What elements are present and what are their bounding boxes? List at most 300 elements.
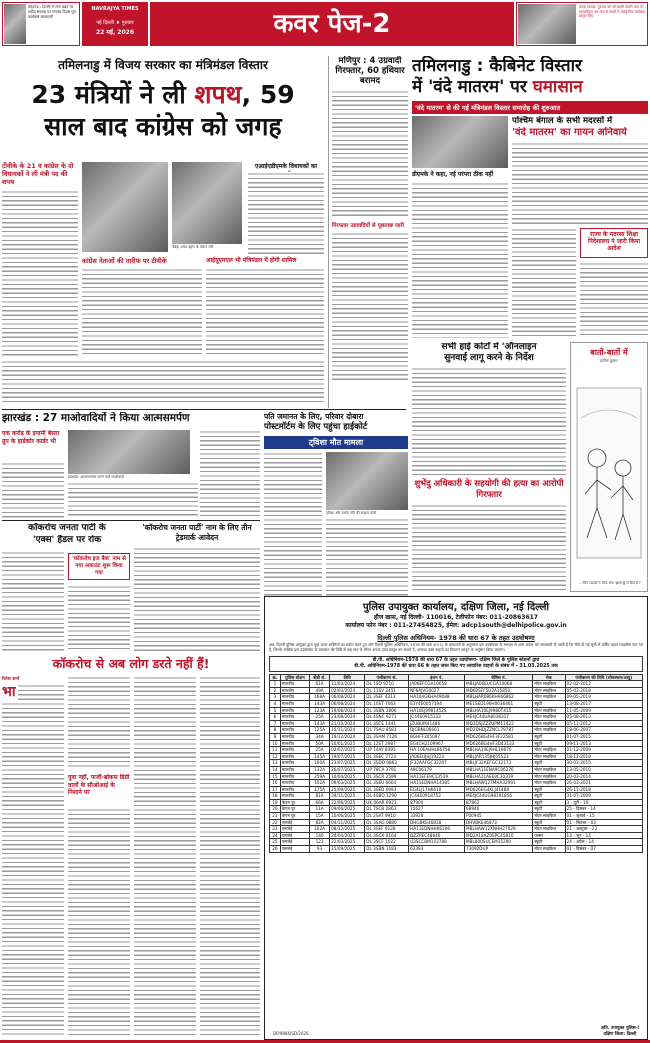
cartoon-title: बातों-बातों में (590, 348, 628, 357)
table-cell: एसजेई (280, 826, 309, 833)
table-cell: 160A (310, 760, 330, 767)
table-cell: DL 3SEC 7723 (365, 753, 409, 760)
table-cell: 11A (310, 806, 330, 813)
youth-headline: युवा नहीं, फर्जी-ब्रोकस डिग्री वालों के सीओआई के निशाने पर (68, 774, 130, 796)
table-cell: ME4JC44UA8038317 (464, 714, 532, 721)
table-cell: HA10EJ9981452S (409, 707, 465, 714)
postmortem-photo (326, 452, 408, 510)
bottom-left-text-4 (134, 676, 196, 1038)
table-cell: मालवीय (280, 714, 309, 721)
table-cell: 22/06/2025 (330, 799, 365, 806)
table-cell: 22 (270, 819, 281, 826)
table-cell: F00945 (464, 813, 532, 820)
table-cell: 13 - जून - 14 (565, 832, 642, 839)
table-cell: 09/03/2025 (330, 780, 365, 787)
table-cell: स्कूटी (533, 839, 565, 846)
table-cell: 140 (310, 832, 330, 839)
table-cell: MD626BG4HF3D43133 (464, 740, 532, 747)
table-cell: 18-11-2018 (565, 753, 642, 760)
bottom-left-text-1 (2, 702, 64, 1038)
table-row (270, 819, 643, 826)
table-cell: 15A (310, 813, 330, 820)
table-cell: MD2A18AZ0EPC45810 (464, 832, 532, 839)
masthead-right-text: कटरा सावड़ा: गुरुवार को श्री लक्ष्मी स्वामी धाम पर ध्वजारोहण कर गांव के बच्चों ने सांस्कृतिक कार्यक्रम प्रस्तुत किए (579, 5, 646, 19)
cockroach-tagline: कॉकरोच से अब लोग डरते नहीं हैं! (52, 656, 210, 671)
vande-text-right-2 (512, 228, 576, 338)
table-row (270, 786, 643, 793)
table-header-cell: चेसिस नं. (464, 674, 532, 681)
table-cell: 25 (270, 839, 281, 846)
table-cell: 5 (270, 707, 281, 714)
table-cell: 01 - दिसंबर - 07 (565, 846, 642, 853)
notice-act-title: दिल्ली पुलिस अधिनियम- 1978 की धारा 67 के तहत उदघोषणा (377, 634, 535, 642)
table-cell: 168A (310, 694, 330, 701)
table-cell: 8 (270, 727, 281, 734)
table-cell: 3 (270, 694, 281, 701)
table-header-cell: डीडी सं. (310, 674, 330, 681)
table-cell: DL 3SAG 0880 (365, 819, 409, 826)
table-cell: UP 14AY 8395 (365, 747, 409, 754)
table-cell: 6 (270, 714, 281, 721)
table-cell: BGHFF205097 (409, 733, 465, 740)
table-cell: DL 7SCB 2863 (365, 806, 409, 813)
jharkhand-headline: झारखंड : 27 माओवादियों ने किया आत्मसमर्पण (2, 412, 190, 424)
table-cell: MD626EG4KLJ41488 (464, 786, 532, 793)
table-cell: HA10AGKHA49088 (409, 694, 465, 701)
table-cell: A9C06179 (409, 766, 465, 773)
date-box (82, 2, 148, 46)
table-cell: पल्सर (533, 832, 565, 839)
table-cell: 02-02-2012 (565, 681, 642, 688)
table-cell: 175A (310, 786, 330, 793)
court-headline-1: सभी हाई कोर्टों में 'ऑनलाइन (441, 342, 537, 352)
notice-fax-email: कार्यालय फोन नंबर : 011-27454825, ईमेल: adcp1south@delhipolice.gov.in (345, 622, 567, 629)
notice-office: पुलिस उपायुक्त कार्यालय, दक्षिण जिला, नई दिल्ली (362, 602, 550, 613)
table-body (270, 681, 643, 852)
table-cell: 87862 (464, 799, 532, 806)
table-cell: DL 2SAT 9910 (365, 813, 409, 820)
table-cell: DL 3SDD 9863 (365, 760, 409, 767)
table-cell: मालवीय (280, 694, 309, 701)
table-cell: DL 7SAU 8581 (365, 727, 409, 734)
table-cell: 08/12/2025 (330, 826, 365, 833)
table-cell: 02/03/2024 (330, 687, 365, 694)
table-cell: 20-03-2014 (565, 773, 642, 780)
table-cell: 09-11-2013 (565, 740, 642, 747)
table-cell: 13 (270, 760, 281, 767)
shubhendu-text (412, 504, 566, 592)
table-cell: 01 - सितंबर - 03 (565, 819, 642, 826)
table-row (270, 720, 643, 727)
table-cell: मालवीय (280, 793, 309, 800)
cockroach-text-2 (68, 585, 130, 651)
table-cell: 20 (270, 806, 281, 813)
table-cell: JF32AAFGC32207 (409, 760, 465, 767)
table-cell: 13-08-2017 (565, 700, 642, 707)
masthead (0, 0, 650, 48)
notice-footer-code: DP/9886/SD/2026 (273, 1031, 309, 1036)
table-cell: केएम पुर (280, 806, 309, 813)
table-cell: DL 3SBN 1183 (365, 846, 409, 853)
table-cell: 125A (310, 727, 330, 734)
paper-name: NAVRAJYA TIMES (91, 6, 139, 12)
table-cell: 4 (270, 700, 281, 707)
table-cell: 24 (270, 832, 281, 839)
tn-sub-1: टीवीके के 21 व कांग्रेस के दो विधायकों ने ली मंत्री पद की शपथ (2, 162, 74, 186)
table-cell: ME4JC44UG98191856 (464, 793, 532, 800)
manipur-story (328, 56, 408, 408)
vande-headline-2-a: में 'वंदे मातरम' पर (412, 77, 527, 97)
table-cell: 15/11/2024 (330, 727, 365, 734)
table-row (270, 839, 643, 846)
table-cell: 21/10/2024 (330, 720, 365, 727)
jharkhand-photo (68, 430, 190, 474)
table-cell: MBLHA11ENA9C06276 (464, 766, 532, 773)
table-cell: मालवीय (280, 766, 309, 773)
table-cell: 73092DUP (464, 846, 532, 853)
table-cell: 2 (270, 687, 281, 694)
table-cell: 1 (270, 681, 281, 688)
table-header-cell: इंजन नं. (409, 674, 465, 681)
table-cell: एसजेई (280, 832, 309, 839)
table-cell: MD2DSJZZZUPM11422 (464, 720, 532, 727)
table-cell: 24 - अप्रैल - 14 (565, 839, 642, 846)
table-cell: 10/06/2025 (330, 813, 365, 820)
table-cell: स्कूटी (533, 819, 565, 826)
table-cell: 143A (310, 700, 330, 707)
table-cell: DL 3SCE 1441 (365, 720, 409, 727)
table-cell: 7 (270, 720, 281, 727)
divider-1 (2, 409, 406, 410)
tn-sub-4: आईयूएमएल भी मंत्रिमंडल में होगी शामिल (206, 257, 297, 264)
table-cell: 15/09/2025 (330, 846, 365, 853)
table-cell: मालवीय (280, 720, 309, 727)
table-cell: स्कूटी (533, 786, 565, 793)
table-cell: 18-06-2007 (565, 727, 642, 734)
table-cell: 93 (310, 846, 330, 853)
cartoon-drawing (571, 368, 647, 568)
bottom-left-text-5 (200, 676, 260, 1038)
jharkhand-col-right (200, 430, 260, 518)
table-row (270, 813, 643, 820)
table-cell: 10/04/2025 (330, 773, 365, 780)
table-cell: 11 (270, 747, 281, 754)
table-row (270, 714, 643, 721)
jharkhand-text-2 (68, 482, 198, 518)
page-title: कवर पेज-2 (273, 9, 391, 39)
table-cell: 123A (310, 707, 330, 714)
table-cell: केएम पुर (280, 813, 309, 820)
table-cell: स्कूटी (533, 740, 565, 747)
byline: रितेश शर्मा (2, 677, 20, 682)
cartoon-caption: ...जिन लड़कों ने ठीक बना 'झाल'छू में दिये हैं ? (579, 581, 641, 585)
table-cell: 15 (270, 773, 281, 780)
table-cell: मालवीय (280, 760, 309, 767)
table-cell: MBLJF32AEFGC12173 (464, 760, 532, 767)
table-cell: मोटर साइकिल (533, 687, 565, 694)
table-cell: 15627 (409, 806, 465, 813)
table-cell: MBLHA10EJ9HL16670 (464, 747, 532, 754)
table-cell: MBLHA10EJ9980T415 (464, 707, 532, 714)
postmortem-sub: ट्विशा मौत मामला (264, 436, 408, 449)
bottom-left-story (2, 676, 260, 1038)
cockroach-headline-2: 'एक्स' हैंडल पर रोक (32, 535, 102, 545)
table-cell: 143A (310, 720, 330, 727)
table-cell: 19/12/2024 (330, 733, 365, 740)
notice-box (269, 656, 643, 672)
tn-headline-1-a: 23 मंत्रियों ने ली (31, 80, 186, 109)
table-row (270, 700, 643, 707)
table-cell: 10/01/2025 (330, 740, 365, 747)
manipur-text-1 (332, 90, 408, 218)
jharkhand-story (2, 412, 198, 518)
table-row (270, 747, 643, 754)
notice-address: हौज खास, नई दिल्ली- 110016, टेलीफोन नंबर: 011-20863617 (374, 614, 538, 621)
court-story (412, 342, 566, 592)
table-cell: 01-07-2015 (565, 733, 642, 740)
table-cell: एसजेई (280, 846, 309, 853)
cockroach-text-1 (2, 551, 64, 651)
table-cell: MBLHAR086KHA66862 (464, 694, 532, 701)
table-cell: DL 11SV 2451 (365, 687, 409, 694)
table-cell: 81A (310, 793, 330, 800)
tn-kicker: तमिलनाडु में विजय सरकार का मंत्रिमंडल विस्तार (58, 58, 268, 72)
table-header-cell: तिथि (330, 674, 365, 681)
table-row (270, 707, 643, 714)
table-cell: 02/07/2025 (330, 747, 365, 754)
table-row (270, 760, 643, 767)
masthead-left-text: महेंद्रगढ़ : दिल्ली में मांग बढ़ने पर शहीद स्मारक पर गणतंत्र दिवस पूरा कार्यक्रम करवाएगी (28, 5, 77, 19)
table-cell: JA06EUJHJ19223 (409, 753, 465, 760)
masthead-right-photo (518, 4, 576, 44)
table-cell: मोटर साइकिल (533, 747, 565, 754)
table-row (270, 740, 643, 747)
manipur-headline: मणिपुर : 4 उग्रवादी गिरफ्तार, 60 हथियार बरामद (335, 56, 405, 86)
notice-box-line-1: डी.पी. अधिनियम-1978 की धारा 67 के तहत उदघोषणा- दक्षिण जिले के पुलिस स्टेशनों द्वारा (372, 657, 540, 663)
table-cell: DL 3SEU 6604 (365, 780, 409, 787)
tn-sub-3: कांग्रेस नेताओं की तारीफ पर टीवीके (82, 257, 167, 265)
page-title-band (150, 2, 514, 46)
notice-body: अब, दिल्ली पुलिस आयुक्त द्वारा मुझे प्रदत्त शक्तियों का प्रयोग करते हुए और दिल्ली पुलिस अधिनियम, 1978 की धारा 67(1) के प्रावधानों के अनुसरण इस उदघोषणा के माध्यम से आम जनता को जानकारी दी जाती है कि नीचे दी गई सूची में वर्णित वाहन लावारिस पाए गए हैं, जिनके मालिक इस उदघोषणा के प्रकाशन की तिथि से छह माह के भीतर अपना दावा प्रस्तुत कर सकते हैं, अन्यथा उक्त वाहनों का निपटान कानून के अनुसार किया जाएगा। (269, 642, 643, 652)
bottom-left-text-2 (68, 676, 130, 770)
table-cell: 23 (270, 826, 281, 833)
table-cell: मालवीय (280, 747, 309, 754)
tn-col-1-text (2, 190, 78, 356)
table-cell: 23/07/2025 (330, 760, 365, 767)
table-cell: DJGBNL06661 (409, 727, 465, 734)
table-cell: 102A (310, 826, 330, 833)
table-cell: 04/11/2025 (330, 819, 365, 826)
table-cell: 21 (270, 813, 281, 820)
table-cell: मालवीय (280, 681, 309, 688)
vande-side-text (580, 262, 648, 338)
table-cell: MBLJAR135JHJ05523 (464, 753, 532, 760)
table-cell: मोटर साइकिल (533, 707, 565, 714)
table-cell: स्कूटी (533, 700, 565, 707)
table-cell: 25A (310, 747, 330, 754)
table-cell: मोटर साइकिल (533, 773, 565, 780)
table-row (270, 793, 643, 800)
table-cell: स्कूटी (533, 733, 565, 740)
table-cell: MBLJA06EUCGA10068 (464, 681, 532, 688)
table-cell: मालवीय (280, 780, 309, 787)
table-cell: एसजेई (280, 819, 309, 826)
table-cell: 05-08-2013 (565, 714, 642, 721)
table-cell: मोटर साइकिल (533, 727, 565, 734)
court-text (412, 367, 566, 475)
tn-col-3-text (206, 268, 324, 356)
table-cell: 25A (310, 714, 330, 721)
jharkhand-text (2, 462, 64, 518)
table-cell: मालवीय (280, 700, 309, 707)
table-cell: DL 3SCX 0164 (365, 832, 409, 839)
table-cell: HA 10EAHHL66758 (409, 747, 465, 754)
table-cell: 05-11-2012 (565, 720, 642, 727)
table-cell: 21 - अक्टूबर - 22 (565, 826, 642, 833)
table-row (270, 773, 643, 780)
table-cell: 19/08/2024 (330, 707, 365, 714)
table-cell: मोटर साइकिल (533, 720, 565, 727)
table-cell: 33928 (409, 813, 465, 820)
table-cell: 50A (310, 740, 330, 747)
table-cell: केएम पुर (280, 799, 309, 806)
table-cell: 01 - जुलाई - 15 (565, 813, 642, 820)
table-cell: मोटर साइकिल (533, 753, 565, 760)
vande-headline-2 (412, 77, 648, 98)
table-cell: 26 (270, 846, 281, 853)
table-cell: 11/03/2024 (330, 681, 365, 688)
table-cell: DL 4SBQ 1290 (365, 793, 409, 800)
vande-photo (412, 116, 508, 168)
table-row (270, 687, 643, 694)
table-cell: मोटर साइकिल (533, 681, 565, 688)
table-cell: 22/03/2025 (330, 839, 365, 846)
table-cell: 68946 (464, 806, 532, 813)
table-cell: 26/07/2025 (330, 766, 365, 773)
table-cell: DL 12ST 2987 (365, 740, 409, 747)
table-cell: DL 3SEF 4213 (365, 694, 409, 701)
tn-photo-2 (172, 162, 242, 244)
table-cell: 24/04/2025 (330, 832, 365, 839)
cartoon-artist: प्रवीण कुमार (600, 358, 618, 363)
table-cell: DL 4SNC 9271 (365, 714, 409, 721)
table-cell: MD626BG4HF3F22581 (464, 733, 532, 740)
postmortem-photo-caption: ट्विशा और उसके पति की फाइल फोटो (326, 511, 377, 515)
table-cell: स्कूटी (533, 793, 565, 800)
table-row (270, 806, 643, 813)
table-cell: मालवीय (280, 773, 309, 780)
table-cell: JC44E0918753 (409, 793, 465, 800)
bottom-left-text-1b (18, 684, 64, 700)
table-cell: DL 3SCR 2599 (365, 773, 409, 780)
table-cell: मालवीय (280, 727, 309, 734)
tn-story (2, 56, 324, 408)
cockroach-headline-3: 'कॉकरोच जनता पार्टी' नाम के लिए तीन ट्रेडमार्क आवेदन (142, 523, 252, 542)
table-cell: HA11EDNHH06106 (409, 826, 465, 833)
manipur-text-2 (332, 232, 408, 382)
table-header-row (270, 674, 643, 681)
bottom-left-text-3 (68, 808, 130, 1038)
jharkhand-sub: एक करोड़ के इनामी बेसरा ग्रुप के हार्डकोर कार्डर भी (2, 430, 60, 445)
table-cell: स्कूटी (533, 760, 565, 767)
issue-date: 22 मई, 2026 (95, 29, 135, 36)
notice-signature (601, 1025, 639, 1037)
tn-col-1b-text (2, 360, 324, 404)
table-cell: 87900 (409, 799, 465, 806)
table-cell: एसजेई (280, 839, 309, 846)
table-cell: 05-03-2018 (565, 687, 642, 694)
table-cell: 19 (270, 799, 281, 806)
table-cell: MD62SFF5U2A15850 (464, 687, 532, 694)
drop-cap: भा (2, 684, 16, 700)
table-cell: 23/08/2024 (330, 714, 365, 721)
table-cell: 11-05-2009 (565, 707, 642, 714)
signature-line-1: अति. उपायुक्त पुलिस-I (600, 1026, 639, 1031)
table-cell: मालवीय (280, 753, 309, 760)
vande-sub-right-1: पश्चिम बंगाल के सभी मदरसों में (512, 116, 613, 126)
table-cell: DZZPEC48640 (409, 832, 465, 839)
table-cell: DL 1SQ 9210 (365, 681, 409, 688)
table-cell: 145A (310, 753, 330, 760)
table-cell: 123 (310, 839, 330, 846)
table-cell: 61A (310, 681, 330, 688)
cockroach-story (2, 523, 260, 653)
table-cell: मालवीय (280, 740, 309, 747)
table-cell: 3 - यूटी - 19 (565, 799, 642, 806)
table-cell: DHGBKE46818 (409, 819, 465, 826)
table-row (270, 846, 643, 853)
vande-text-left (412, 182, 508, 338)
masthead-left-box (2, 2, 80, 46)
vande-headline-2-red: घमासान (532, 77, 583, 97)
table-cell: 16 (270, 780, 281, 787)
table-cell: DL 3SAM 7126 (365, 733, 409, 740)
table-row (270, 780, 643, 787)
vande-banner: 'वंदे मातरम' से की गई मंत्रिमंडल विस्तार समारोह की शुरुआत (412, 101, 648, 114)
vande-text-right (512, 142, 648, 226)
table-cell: मालवीय (280, 733, 309, 740)
table-cell: 63393 (409, 846, 465, 853)
tn-headline-1-end: , 59 (241, 80, 295, 109)
tn-sub-2: एआईएडीएमके विधायकों का (254, 163, 318, 170)
masthead-left-photo (4, 4, 26, 44)
table-header-cell: पंजीकरण सं. (365, 674, 409, 681)
tn-photo-1 (82, 162, 168, 252)
table-cell: 13-05-2010 (565, 766, 642, 773)
table-cell: 66A (310, 799, 330, 806)
table-cell: 17 (270, 786, 281, 793)
postmortem-headline-1: पति जमानत के लिए, परिवार दोबारा (264, 412, 364, 421)
vehicle-table (269, 674, 643, 853)
table-cell: मालवीय (280, 786, 309, 793)
table-row (270, 799, 643, 806)
shubhendu-headline: शुभेंदु अधिकारी के सहयोगी की हत्या का आरोपी गिरफ्तार (414, 479, 564, 500)
tn-col-2-text (82, 268, 202, 356)
table-cell: 29/11/2025 (330, 793, 365, 800)
table-row (270, 832, 643, 839)
city-day: नई दिल्ली ♦ गुरुवार (96, 20, 134, 26)
table-cell: 34A (310, 733, 330, 740)
table-cell: 19/07/2025 (330, 753, 365, 760)
table-cell: MBLHA11AEE9C30319 (464, 773, 532, 780)
table-cell: 12 (270, 753, 281, 760)
table-cell: 09-05-2019 (565, 694, 642, 701)
table-cell: EG4LJ17H6610 (409, 786, 465, 793)
table-cell: मोटर साइकिल (533, 694, 565, 701)
manipur-sub: गिरफ्तार उग्रवादियों से पूछताछ जारी (332, 223, 405, 229)
vande-sub-right-2: 'वंदे मातरम' का गायन अनिवार्य (512, 127, 627, 138)
table-cell: 06/08/2024 (330, 700, 365, 707)
